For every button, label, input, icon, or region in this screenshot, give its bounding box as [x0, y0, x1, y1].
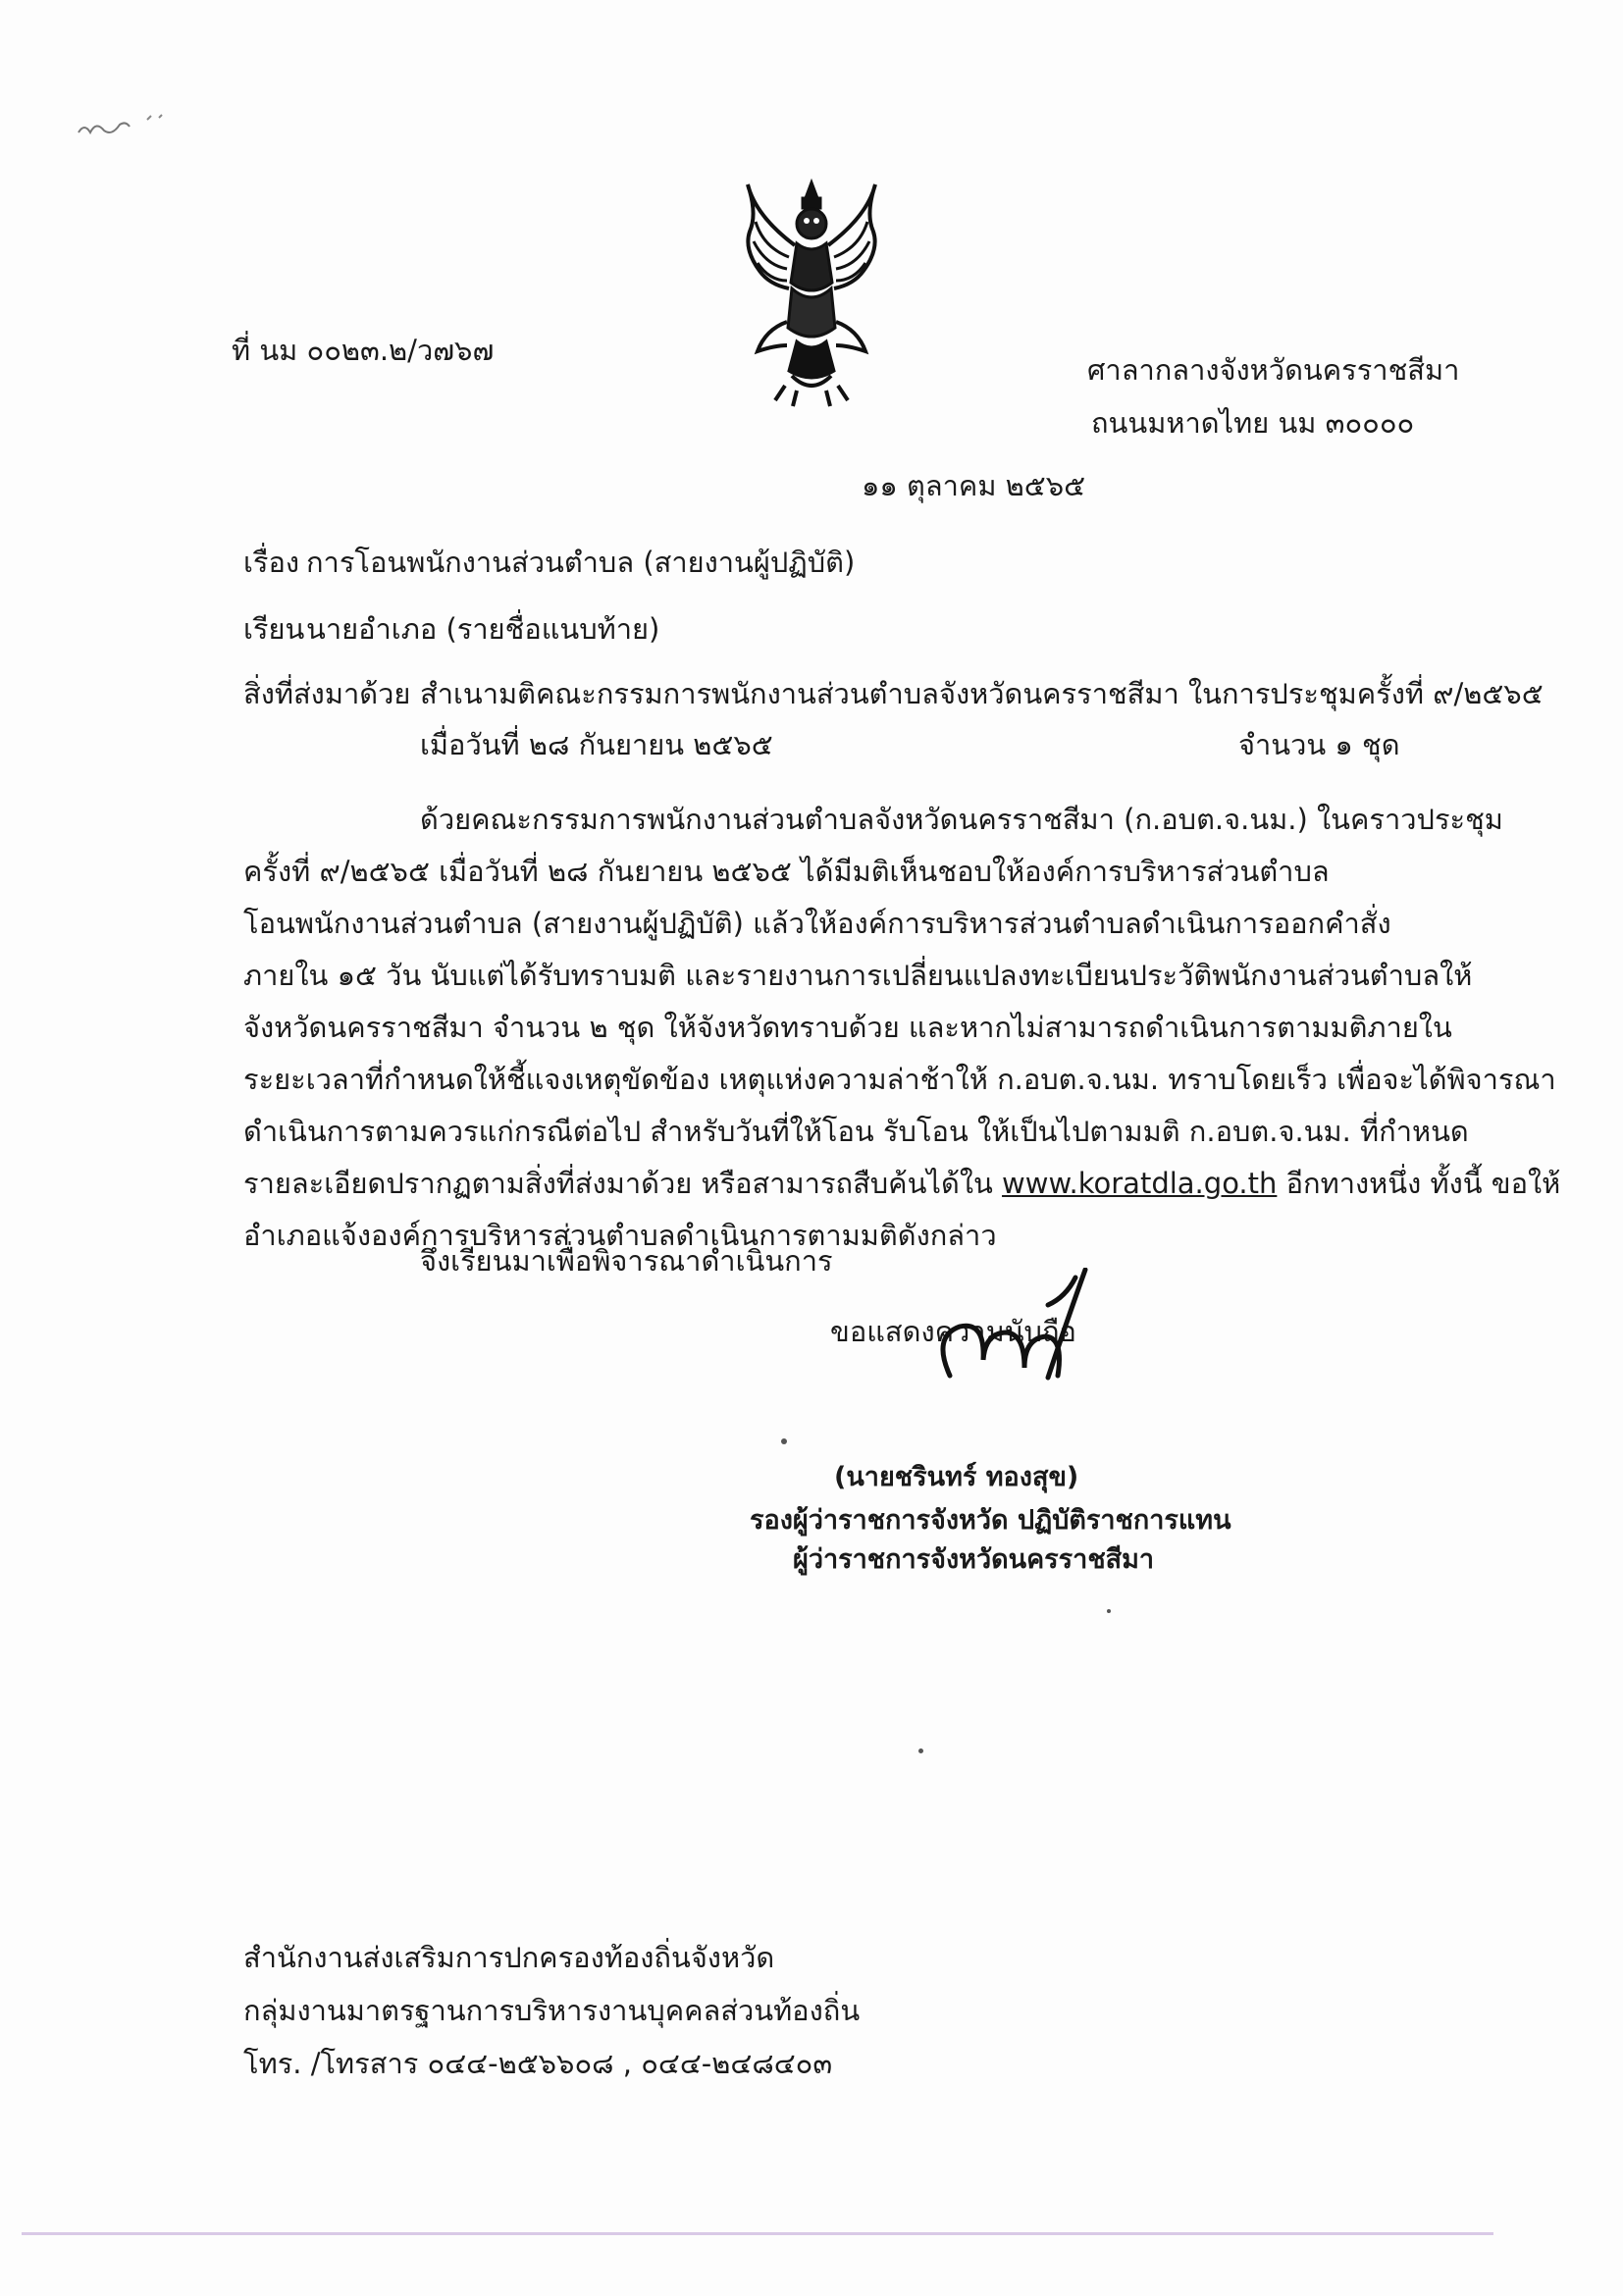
handwritten-mark	[69, 108, 186, 147]
body-line	[243, 1161, 1560, 1206]
enclosure-line-2: เมื่อวันที่ ๒๘ กันยายน ๒๕๖๕	[420, 728, 773, 761]
recipient: นายอำเภอ (รายชื่อแนบท้าย)	[306, 612, 660, 646]
body-line: ด้วยคณะกรรมการพนักงานส่วนตำบลจังหวัดนครราชสีมา (ก.อบต.จ.นม.) ในคราวประชุม	[420, 803, 1503, 836]
ink-speck	[1107, 1609, 1111, 1613]
closing-salutation: ขอแสดงความนับถือ	[830, 1315, 1076, 1348]
body-line-text: รายละเอียดปรากฏตามสิ่งที่ส่งมาด้วย หรือสามารถสืบค้นได้ใน	[243, 1167, 993, 1200]
body-line: ภายใน ๑๕ วัน นับแต่ได้รับทราบมติ และรายงานการเปลี่ยนแปลงทะเบียนประวัติพนักงานส่วนตำบลให้	[243, 959, 1473, 992]
body-line: ดำเนินการตามควรแก่กรณีต่อไป สำหรับวันที่ให้โอน รับโอน ให้เป็นไปตามมติ ก.อบต.จ.นม. ที่กำหนด	[243, 1115, 1469, 1148]
body-line: ระยะเวลาที่กำหนดให้ชี้แจงเหตุขัดข้อง เหตุแห่งความล่าช้าให้ ก.อบต.จ.นม. ทราบโดยเร็ว เพื่อจะได้พิจารณา	[243, 1063, 1556, 1096]
subject: การโอนพนักงานส่วนตำบล (สายงานผู้ปฏิบัติ)	[306, 546, 856, 579]
letter-date: ๑๑ ตุลาคม ๒๕๖๕	[862, 469, 1086, 502]
scan-edge-line	[22, 2232, 1493, 2235]
handwritten-signature	[920, 1268, 1107, 1454]
garuda-emblem-icon	[738, 175, 885, 410]
signer-title-2: ผู้ว่าราชการจังหวัดนครราชสีมา	[793, 1544, 1155, 1575]
ink-speck	[918, 1748, 923, 1753]
ink-speck	[781, 1438, 787, 1444]
footer-contact: โทร. /โทรสาร ๐๔๔-๒๕๖๖๐๘ , ๐๔๔-๒๔๘๔๐๓	[243, 2047, 833, 2080]
body-line-text: อีกทางหนึ่ง ทั้งนี้ ขอให้	[1285, 1167, 1561, 1200]
footer-department: สำนักงานส่งเสริมการปกครองท้องถิ่นจังหวัด	[243, 1941, 775, 1974]
body-line: อำเภอแจ้งองค์การบริหารส่วนตำบลดำเนินการตามมติดังกล่าว	[243, 1219, 997, 1252]
enclosure-label: สิ่งที่ส่งมาด้วย	[243, 677, 411, 710]
to-label: เรียน	[243, 612, 305, 646]
body-line: ครั้งที่ ๙/๒๕๖๕ เมื่อวันที่ ๒๘ กันยายน ๒๕๖๕ ได้มีมติเห็นชอบให้องค์การบริหารส่วนตำบล	[243, 855, 1330, 888]
subject-label: เรื่อง	[243, 546, 300, 579]
reference-number: ที่ นม ๐๐๒๓.๒/ว๗๖๗	[232, 334, 495, 367]
closing-request: จึงเรียนมาเพื่อพิจารณาดำเนินการ	[420, 1244, 833, 1278]
signer-title: รองผู้ว่าราชการจังหวัด ปฏิบัติราชการแทน	[750, 1505, 1231, 1536]
body-line: โอนพนักงานส่วนตำบล (สายงานผู้ปฏิบัติ) แล้วให้องค์การบริหารส่วนตำบลดำเนินการออกคำสั่ง	[243, 907, 1391, 940]
office-name: ศาลากลางจังหวัดนครราชสีมา	[1087, 353, 1460, 387]
enclosure-quantity: จำนวน ๑ ชุด	[1238, 728, 1400, 761]
body-line: จังหวัดนครราชสีมา จำนวน ๒ ชุด ให้จังหวัดทราบด้วย และหากไม่สามารถดำเนินการตามมติภายใน	[243, 1011, 1452, 1044]
footer-group: กลุ่มงานมาตรฐานการบริหารงานบุคคลส่วนท้องถิ่น	[243, 1994, 861, 2027]
enclosure-line-1: สำเนามติคณะกรรมการพนักงานส่วนตำบลจังหวัดนครราชสีมา ในการประชุมครั้งที่ ๙/๒๕๖๕	[420, 677, 1544, 710]
website-link[interactable]: www.koratdla.go.th	[1002, 1167, 1278, 1200]
signer-name: (นายชรินทร์ ทองสุข)	[834, 1462, 1079, 1492]
body-paragraph	[243, 797, 1561, 1252]
office-address: ถนนมหาดไทย นม ๓๐๐๐๐	[1091, 406, 1415, 440]
